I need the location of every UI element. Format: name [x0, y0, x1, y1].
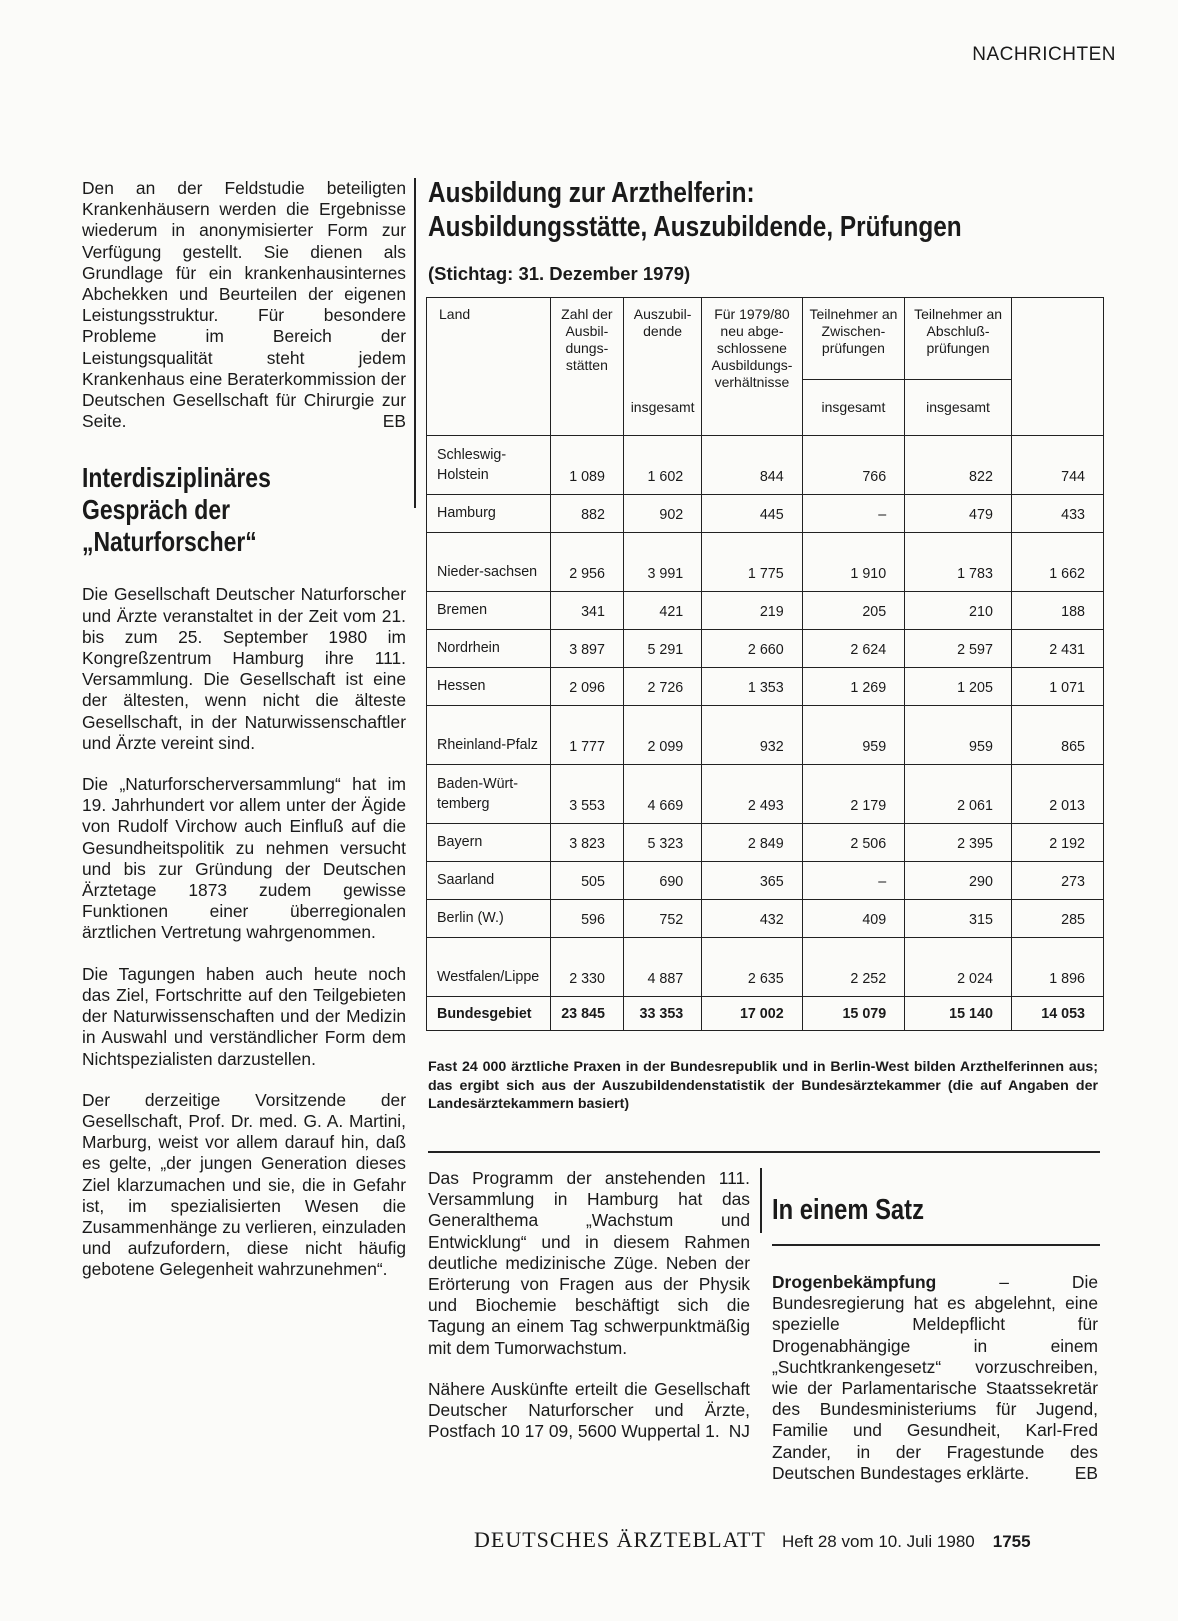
- heading-line: Interdisziplinäres: [82, 462, 271, 494]
- paragraph: Das Programm der anstehenden 111. Versammlung in Hamburg hat das Generalthema „Wachstum und Entwicklung“ und in diesem Rahmen deutliche medizinische Züge. Neben der Erörterung von Fragen aus der Physik und Biochemie beschäftigt sich die Tagung an einem Tag schwerpunktmäßig mit dem Tumorwachstum.: [428, 1168, 750, 1358]
- cell-zwischen: 2 506: [802, 824, 905, 862]
- cell-abschluss: 1 205: [905, 668, 1012, 706]
- article-heading: [82, 462, 406, 558]
- cell-zwischen: 1 269: [802, 668, 905, 706]
- cell-azubi: 4 887: [623, 938, 701, 997]
- statistics-table: [426, 297, 1104, 1031]
- left-column: [82, 178, 406, 1301]
- magazine-name: DEUTSCHES ÄRZTEBLATT: [474, 1527, 766, 1552]
- header-neu: Für 1979/80 neu abge-schlossene Ausbildungs-verhältnisse: [702, 298, 802, 436]
- cell-land: Westfalen/Lippe: [427, 938, 551, 997]
- cell-abschluss: 315: [905, 900, 1012, 938]
- paragraph: Die Gesellschaft Deutscher Naturforscher und Ärzte veranstaltet in der Zeit vom 21. bis zum 25. September 1980 im Kongreßzentrum Hamburg ihre 111. Versammlung. Die Gesellschaft ist eine der ältesten, wenn nicht die älteste Gesellschaft, in der Naturwissenschaftler und Ärzte vereint sind.: [82, 584, 406, 753]
- table-row: [427, 668, 1104, 706]
- cell-abschluss: 290: [905, 862, 1012, 900]
- cell-zahl: 2 956: [550, 533, 623, 592]
- cell-neu: 844: [702, 436, 802, 495]
- table-row: [427, 824, 1104, 862]
- cell-azubi: 690: [623, 862, 701, 900]
- cell-neu: 1 775: [702, 533, 802, 592]
- cell-land: Hamburg: [427, 495, 551, 533]
- cell-zahl: 882: [550, 495, 623, 533]
- paragraph-text: Nähere Auskünfte erteilt die Gesellschaft Deutscher Naturforscher und Ärzte, Postfach 10 17 09, 5600 Wuppertal 1.: [428, 1378, 750, 1442]
- author-signature: NJ: [728, 1421, 750, 1442]
- cell-azubi: 2 099: [623, 706, 701, 765]
- cell-azubi: 2 726: [623, 668, 701, 706]
- middle-column: [428, 1168, 750, 1462]
- table-row: [427, 592, 1104, 630]
- paragraph: [82, 178, 406, 432]
- cell-azubi: 752: [623, 900, 701, 938]
- cell-zwischen: 2 624: [802, 630, 905, 668]
- horizontal-rule: [772, 1244, 1100, 1246]
- table-row: [427, 765, 1104, 824]
- cell-azubi: 5 323: [623, 824, 701, 862]
- table-row: [427, 862, 1104, 900]
- header-empty: [1011, 298, 1103, 436]
- cell-bestanden: 1 896: [1011, 938, 1103, 997]
- cell-zwischen: 766: [802, 436, 905, 495]
- heading-line: Gespräch der: [82, 494, 231, 526]
- cell-abschluss: 2 061: [905, 765, 1012, 824]
- page-number: 1755: [992, 1532, 1031, 1551]
- cell-zwischen: 959: [802, 706, 905, 765]
- cell-abschluss: 2 395: [905, 824, 1012, 862]
- cell-bestanden: 14 053: [1011, 997, 1103, 1031]
- cell-zahl: 341: [550, 592, 623, 630]
- author-signature: EB: [382, 411, 406, 432]
- cell-zwischen: 2 179: [802, 765, 905, 824]
- cell-land: Saarland: [427, 862, 551, 900]
- cell-zwischen: 15 079: [802, 997, 905, 1031]
- paragraph: [772, 1272, 1098, 1484]
- cell-neu: 17 002: [702, 997, 802, 1031]
- page-footer: [474, 1527, 1104, 1553]
- cell-neu: 2 849: [702, 824, 802, 862]
- header-azubi-sub: insgesamt: [623, 380, 701, 436]
- cell-land: Berlin (W.): [427, 900, 551, 938]
- issue-info: Heft 28 vom 10. Juli 1980: [781, 1532, 975, 1551]
- cell-land: Hessen: [427, 668, 551, 706]
- heading-line: „Naturforscher“: [82, 526, 257, 558]
- table-total-row: [427, 997, 1104, 1031]
- paragraph: [428, 1379, 750, 1443]
- cell-abschluss: 210: [905, 592, 1012, 630]
- paragraph: Die „Naturforscherversammlung“ hat im 19. Jahrhundert vor allem unter der Ägide von Rudolf Virchow auch Einfluß auf die Gesundheitspolitik zu nehmen versucht und bis zur Gründung der Deutschen Ärztetage 1873 zudem gewisse Funktionen einer überregionalen ärztlichen Vertretung wahrgenommen.: [82, 774, 406, 943]
- cell-neu: 932: [702, 706, 802, 765]
- cell-bestanden: 2 192: [1011, 824, 1103, 862]
- table-title: [428, 176, 1033, 244]
- table-row: [427, 436, 1104, 495]
- column-divider: [414, 178, 416, 508]
- cell-neu: 1 353: [702, 668, 802, 706]
- cell-zahl: 1 777: [550, 706, 623, 765]
- table-subtitle: (Stichtag: 31. Dezember 1979): [428, 263, 691, 284]
- cell-land: Bayern: [427, 824, 551, 862]
- cell-zwischen: 2 252: [802, 938, 905, 997]
- header-zahl: Zahl der Ausbil-dungs-stätten: [550, 298, 623, 436]
- cell-bestanden: 2 431: [1011, 630, 1103, 668]
- cell-bestanden: 285: [1011, 900, 1103, 938]
- cell-zahl: 3 897: [550, 630, 623, 668]
- cell-abschluss: 1 783: [905, 533, 1012, 592]
- table-row: [427, 938, 1104, 997]
- cell-azubi: 33 353: [623, 997, 701, 1031]
- table-row: [427, 533, 1104, 592]
- cell-zahl: 505: [550, 862, 623, 900]
- cell-land: Rheinland-Pfalz: [427, 706, 551, 765]
- cell-land: Bundesgebiet: [427, 997, 551, 1031]
- lead-word: Drogenbekämpfung: [772, 1272, 937, 1292]
- cell-neu: 219: [702, 592, 802, 630]
- cell-abschluss: 959: [905, 706, 1012, 765]
- cell-zwischen: –: [802, 495, 905, 533]
- cell-neu: 2 660: [702, 630, 802, 668]
- cell-abschluss: 2 597: [905, 630, 1012, 668]
- cell-abschluss: 2 024: [905, 938, 1012, 997]
- cell-bestanden: 1 071: [1011, 668, 1103, 706]
- paragraph-text: – Die Bundesregierung hat es abgelehnt, eine spezielle Meldepflicht für Drogenabhängige in einem „Suchtkrankengesetz“ vorzuschreiben, wie der Parlamentarische Staatssekretär des Bundesministeriums für Jugend, Familie und Gesundheit, Karl-Fred Zander, in der Fragestunde des Deutschen Bundestages erklärte.: [772, 1272, 1098, 1483]
- title-line: Ausbildung zur Arzthelferin:: [428, 177, 755, 209]
- cell-zwischen: 409: [802, 900, 905, 938]
- cell-azubi: 4 669: [623, 765, 701, 824]
- table-row: [427, 495, 1104, 533]
- cell-land: Schleswig-Holstein: [427, 436, 551, 495]
- paragraph: Die Tagungen haben auch heute noch das Ziel, Fortschritte auf den Teilgebieten der Naturwissenschaften und der Medizin in Auswahl und verständlicher Form dem Nichtspezialisten darzustellen.: [82, 963, 406, 1069]
- cell-bestanden: 273: [1011, 862, 1103, 900]
- author-signature: EB: [1074, 1462, 1098, 1483]
- cell-zahl: 1 089: [550, 436, 623, 495]
- cell-neu: 432: [702, 900, 802, 938]
- cell-land: Bremen: [427, 592, 551, 630]
- cell-abschluss: 15 140: [905, 997, 1012, 1031]
- cell-abschluss: 822: [905, 436, 1012, 495]
- cell-zahl: 3 823: [550, 824, 623, 862]
- cell-bestanden: 2 013: [1011, 765, 1103, 824]
- table-caption: Fast 24 000 ärztliche Praxen in der Bundesrepublik und in Berlin-West bilden Arzthelferinnen aus; das ergibt sich aus der Auszubildendenstatistik der Bundesärztekammer (die auf Angaben der Landesärztekammern basiert): [428, 1059, 1098, 1112]
- cell-bestanden: 744: [1011, 436, 1103, 495]
- cell-zahl: 596: [550, 900, 623, 938]
- cell-bestanden: 433: [1011, 495, 1103, 533]
- table-row: [427, 706, 1104, 765]
- cell-zwischen: 205: [802, 592, 905, 630]
- header-zwischen-sub: insgesamt: [802, 380, 905, 436]
- cell-azubi: 1 602: [623, 436, 701, 495]
- right-column: [772, 1272, 1098, 1484]
- cell-land: Baden-Würt-temberg: [427, 765, 551, 824]
- cell-zahl: 2 330: [550, 938, 623, 997]
- cell-land: Nieder-sachsen: [427, 533, 551, 592]
- cell-neu: 365: [702, 862, 802, 900]
- cell-abschluss: 479: [905, 495, 1012, 533]
- cell-azubi: 5 291: [623, 630, 701, 668]
- table-row: [427, 630, 1104, 668]
- cell-zwischen: 1 910: [802, 533, 905, 592]
- cell-zwischen: –: [802, 862, 905, 900]
- cell-zahl: 2 096: [550, 668, 623, 706]
- cell-azubi: 902: [623, 495, 701, 533]
- header-azubi: Auszubil-dende: [623, 298, 701, 380]
- cell-azubi: 3 991: [623, 533, 701, 592]
- column-divider: [760, 1168, 762, 1233]
- cell-zahl: 23 845: [550, 997, 623, 1031]
- section-label: NACHRICHTEN: [972, 44, 1116, 65]
- cell-neu: 2 493: [702, 765, 802, 824]
- paragraph: Der derzeitige Vorsitzende der Gesellschaft, Prof. Dr. med. G. A. Martini, Marburg, weist vor allem darauf hin, daß es gelte, „der jungen Generation dieses Ziel klarzumachen und sie, die in Gefahr ist, im spezialisierten Wesen die Zusammenhänge zu verlieren, einzuladen und aufzufordern, diese nicht häufig gebotene Gelegenheit wahrzunehmen“.: [82, 1089, 406, 1280]
- horizontal-rule: [428, 1151, 1100, 1153]
- cell-zahl: 3 553: [550, 765, 623, 824]
- header-abschluss-sub: insgesamt: [905, 380, 1012, 436]
- cell-bestanden: 865: [1011, 706, 1103, 765]
- title-line: Ausbildungsstätte, Auszubildende, Prüfungen: [428, 211, 962, 243]
- cell-bestanden: 188: [1011, 592, 1103, 630]
- cell-land: Nordrhein: [427, 630, 551, 668]
- cell-azubi: 421: [623, 592, 701, 630]
- cell-neu: 445: [702, 495, 802, 533]
- header-abschluss: Teilnehmer an Abschluß-prüfungen: [905, 298, 1012, 380]
- paragraph-text: Den an der Feldstudie beteiligten Krankenhäusern werden die Ergebnisse wiederum in anonymisierter Form zur Verfügung gestellt. Sie dienen als Grundlage für ein krankenhausinternes Abchekken und Beurteilen der eigenen Leistungsstruktur. Für besondere Probleme im Bereich der Leistungsqualität steht jedem Krankenhaus eine Beraterkommission der Deutschen Gesellschaft für Chirurgie zur Seite.: [82, 178, 406, 432]
- section-heading: In einem Satz: [772, 1194, 924, 1226]
- header-land: Land: [427, 298, 551, 436]
- header-zwischen: Teilnehmer an Zwischen-prüfungen: [802, 298, 905, 380]
- cell-bestanden: 1 662: [1011, 533, 1103, 592]
- table-row: [427, 900, 1104, 938]
- cell-neu: 2 635: [702, 938, 802, 997]
